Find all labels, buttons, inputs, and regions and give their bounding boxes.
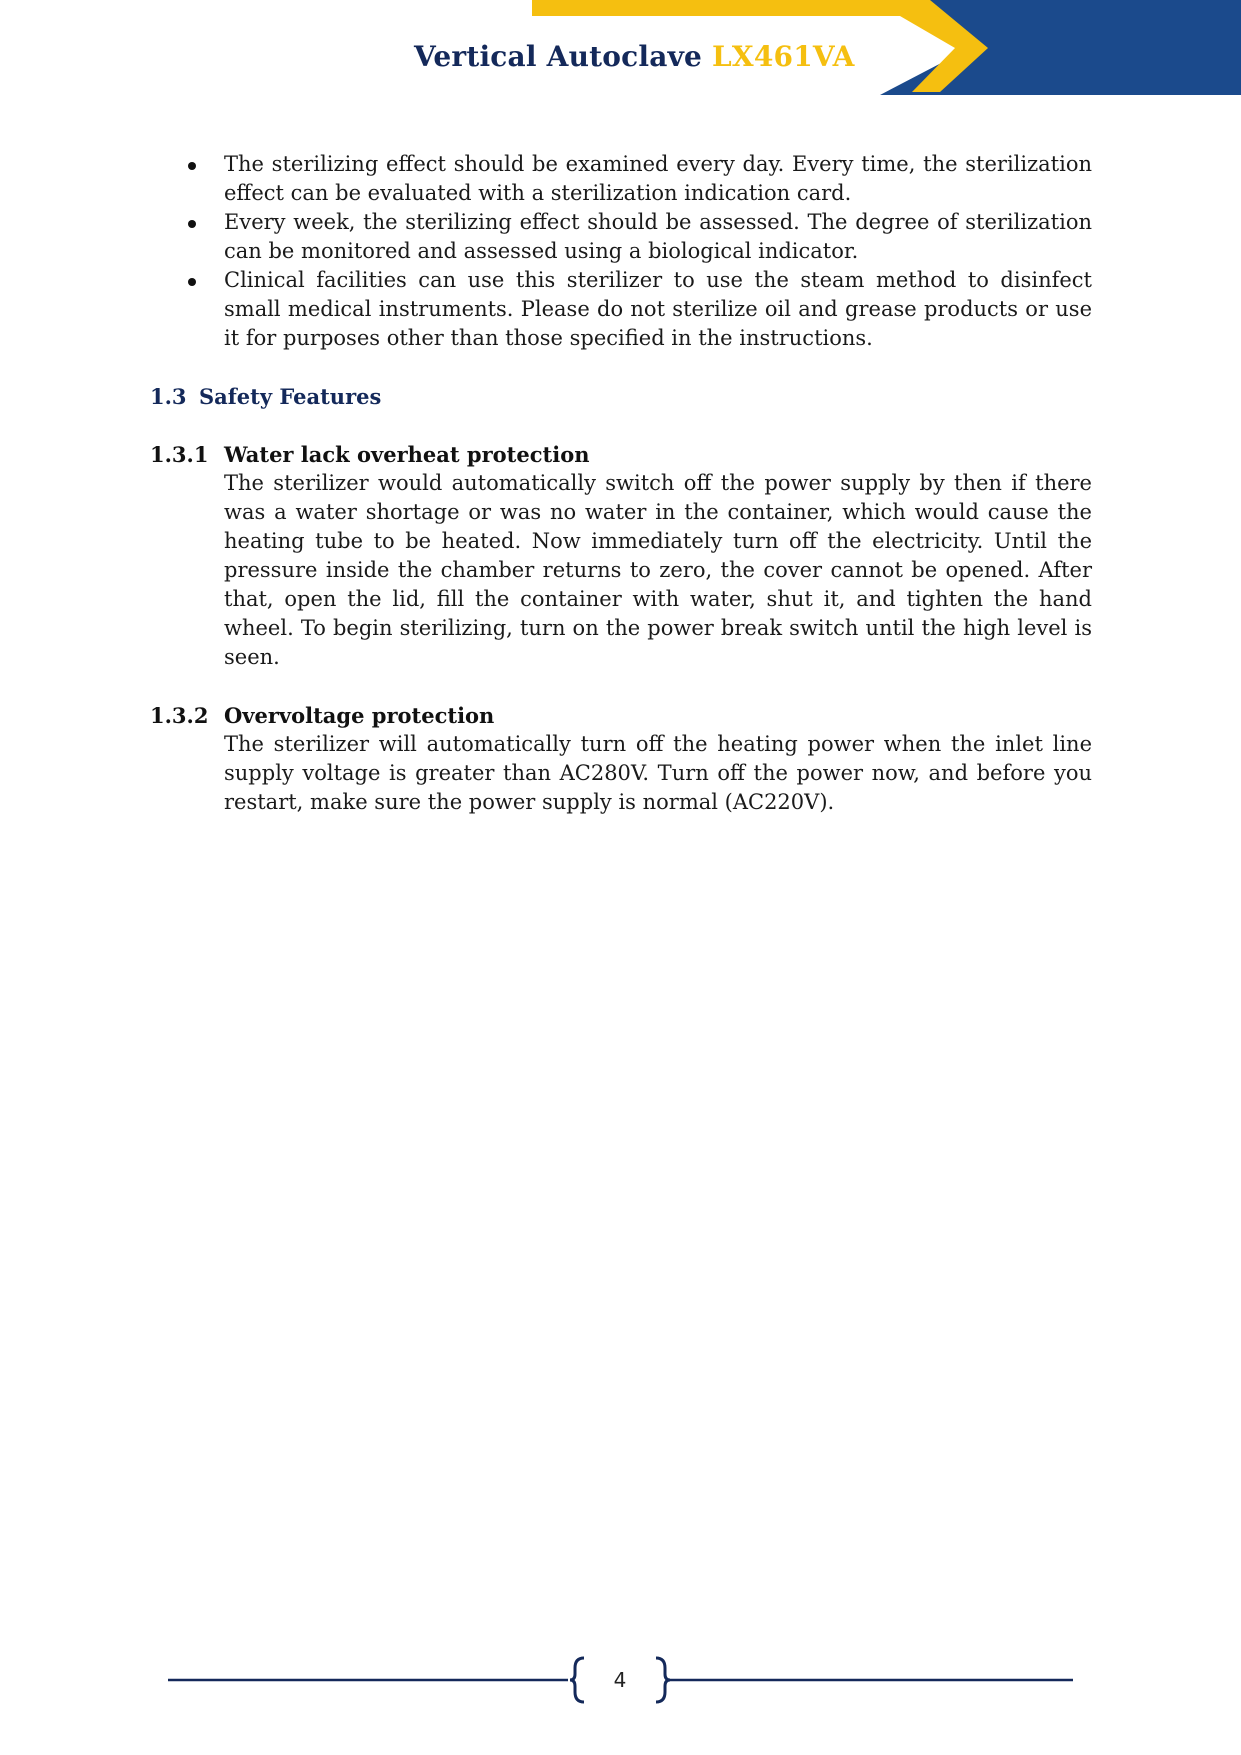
right-brace-icon — [656, 1658, 670, 1702]
page-number: 4 — [613, 1668, 627, 1692]
subsection-title: Water lack overheat protection — [224, 442, 590, 467]
subsection-number: 1.3.1 — [150, 442, 209, 467]
bullet-list — [150, 150, 1092, 353]
bullet-item — [150, 266, 1092, 353]
bullet-text: Clinical facilities can use this sterilizer to use the steam method to disinfect small medical instruments. Please do not sterilize oil and grease products or use it for purposes other than those specified in the instructions. — [224, 268, 1092, 350]
main-content — [150, 150, 1092, 817]
document-title-model: LX461VA — [712, 40, 855, 73]
left-brace-icon — [570, 1658, 584, 1702]
subsection-body: The sterilizer would automatically switch off the power supply by then if there was a water shortage or was no water in the container, which would cause the heating tube to be heated. Now immediately turn off the electricity. Until the pressure inside the chamber returns to zero, the cover cannot be opened. After that, open the lid, fill the container with water, shut it, and tighten the hand wheel. To begin sterilizing, turn on the power break switch until the high level is seen. — [224, 471, 1092, 669]
bullet-text: Every week, the sterilizing effect should be assessed. The degree of sterilization can be monitored and assessed using a biological indicator. — [224, 210, 1092, 263]
document-title — [414, 40, 855, 73]
document-title-main: Vertical Autoclave — [414, 40, 703, 73]
section-number: 1.3 — [150, 384, 187, 409]
subsection-title: Overvoltage protection — [224, 703, 495, 728]
section-title: Safety Features — [199, 384, 382, 409]
subsection-heading — [150, 440, 1092, 469]
bullet-text: The sterilizing effect should be examined every day. Every time, the sterilization effect can be evaluated with a sterilization indication card. — [224, 152, 1092, 205]
bullet-dot-icon — [188, 220, 196, 228]
section-heading — [150, 382, 1092, 411]
subsection-number: 1.3.2 — [150, 703, 209, 728]
bullet-dot-icon — [188, 278, 196, 286]
bullet-dot-icon — [188, 162, 196, 170]
subsection-heading — [150, 701, 1092, 730]
subsection-body: The sterilizer will automatically turn off the heating power when the inlet line supply voltage is greater than AC280V. Turn off the power now, and before you restart, make sure the power supply is normal (AC220V). — [224, 732, 1092, 814]
bullet-item — [150, 150, 1092, 208]
bullet-item — [150, 208, 1092, 266]
